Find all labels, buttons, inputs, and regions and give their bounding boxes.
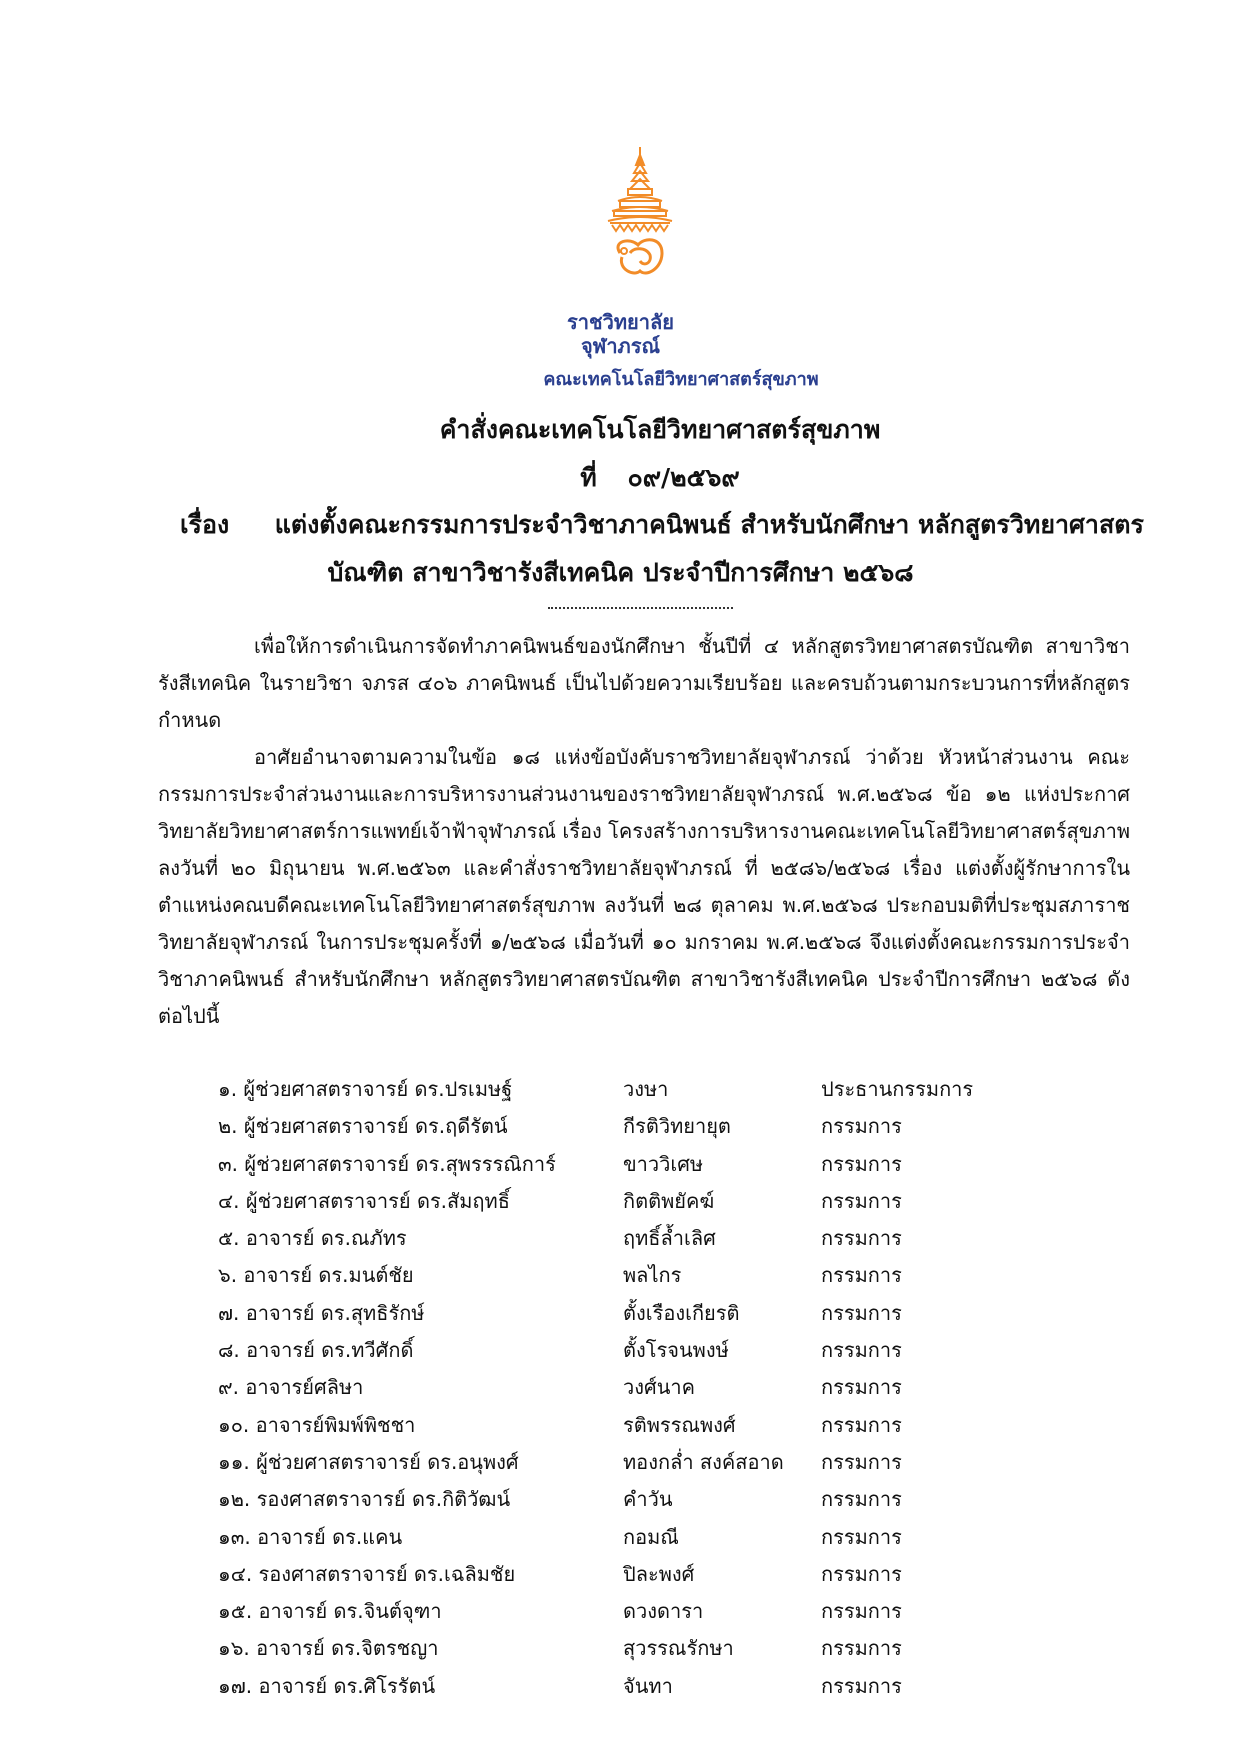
body-paragraph-purpose: เพื่อให้การดำเนินการจัดทำภาคนิพนธ์ของนักศึกษา ชั้นปีที่ ๔ หลักสูตรวิทยาศาสตรบัณฑิต สาขาวิชารังสีเทคนิค ในรายวิชา จภรส ๔๐๖ ภาคนิพนธ์ เป็นไปด้วยความเรียบร้อย และครบถ้วนตามกระบวนการที่หลักสูตรกำหนด [158,634,1130,732]
member-surname: พลไกร [623,1263,682,1288]
list-item [218,1595,1018,1632]
royal-crest-icon [590,145,690,295]
member-role: ประธานกรรมการ [821,1077,974,1101]
list-item [218,1259,1018,1296]
logo-faculty-name: คณะเทคโนโลยีวิทยาศาสตร์สุขภาพ [543,369,819,390]
list-item [218,1148,1018,1185]
member-name: ๔. ผู้ช่วยศาสตราจารย์ ดร.สัมฤทธิ์ [218,1188,510,1213]
member-surname: ดวงดารา [623,1599,704,1624]
member-surname: กอมณี [623,1524,679,1549]
member-name: ๑๑. ผู้ช่วยศาสตราจารย์ ดร.อนุพงศ์ [218,1449,519,1474]
member-name: ๑๖. อาจารย์ ดร.จิตรชญา [218,1636,439,1661]
list-item [218,1371,1018,1408]
body-paragraph-authority: อาศัยอำนาจตามความในข้อ ๑๘ แห่งข้อบังคับราชวิทยาลัยจุฬาภรณ์ ว่าด้วย หัวหน้าส่วนงาน คณะกรรมการประจำส่วนงานและการบริหารงานส่วนงานของราชวิทยาลัยจุฬาภรณ์ พ.ศ.๒๕๖๘ ข้อ ๑๒ แห่งประกาศวิทยาลัยวิทยาศาสตร์การแพทย์เจ้าฟ้าจุฬาภรณ์ เรื่อง โครงสร้างการบริหารงานคณะเทคโนโลยีวิทยาศาสตร์สุขภาพ ลงวันที่ ๒๐ มิถุนายน พ.ศ.๒๕๖๓ และคำสั่งราชวิทยาลัยจุฬาภรณ์ ที่ ๒๕๘๖/๒๕๖๘ เรื่อง แต่งตั้งผู้รักษาการในตำแหน่งคณบดีคณะเทคโนโลยีวิทยาศาสตร์สุขภาพ ลงวันที่ ๒๘ ตุลาคม พ.ศ.๒๕๖๘ ประกอบมติที่ประชุมสภาราชวิทยาลัยจุฬาภรณ์ ในการประชุมครั้งที่ ๑/๒๕๖๘ เมื่อวันที่ ๑๐ มกราคม พ.ศ.๒๕๖๘ จึงแต่งตั้งคณะกรรมการประจำวิชาภาคนิพนธ์ สำหรับนักศึกษา หลักสูตรวิทยาศาสตรบัณฑิต สาขาวิชารังสีเทคนิค ประจำปีการศึกษา ๒๕๖๘ ดังต่อไปนี้ [158,745,1131,1028]
member-role: กรรมการ [821,1300,902,1325]
order-title: คำสั่งคณะเทคโนโลยีวิทยาศาสตร์สุขภาพ [439,415,881,444]
subject-line1: แต่งตั้งคณะกรรมการประจำวิชาภาคนิพนธ์ สำหรับนักศึกษา หลักสูตรวิทยาศาสตร [274,510,1144,539]
member-name: ๘. อาจารย์ ดร.ทวีศักดิ์ [218,1338,414,1363]
member-surname: คำวัน [623,1487,673,1512]
member-name: ๑๓. อาจารย์ ดร.แคน [218,1524,403,1549]
member-name: ๗. อาจารย์ ดร.สุทธิรักษ์ [218,1300,425,1325]
member-surname: ขาววิเศษ [623,1151,704,1176]
list-item [218,1185,1018,1222]
member-name: ๑. ผู้ช่วยศาสตราจารย์ ดร.ปรเมษฐ์ [218,1077,513,1101]
member-name: ๖. อาจารย์ ดร.มนต์ชัย [218,1263,414,1288]
list-item [218,1670,1018,1707]
order-subject [180,505,1144,545]
list-item [218,1632,1018,1669]
member-role: กรรมการ [821,1524,902,1549]
member-role: กรรมการ [821,1673,902,1698]
list-item [218,1483,1018,1520]
list-item [218,1558,1018,1595]
member-surname: ฤทธิ์ล้ำเลิศ [623,1226,716,1251]
logo-org-line1: ราชวิทยาลัย [567,310,674,334]
member-name: ๑๗. อาจารย์ ดร.ศิโรรัตน์ [218,1673,436,1698]
member-role: กรรมการ [821,1151,902,1176]
member-surname: กิตติพยัคฆ์ [623,1188,715,1213]
member-name: ๒. ผู้ช่วยศาสตราจารย์ ดร.ฤดีรัตน์ [218,1114,508,1139]
list-item [218,1297,1018,1334]
member-surname: สุวรรณรักษา [623,1636,734,1661]
list-item [218,1409,1018,1446]
member-role: กรรมการ [821,1599,902,1624]
member-role: กรรมการ [821,1226,902,1251]
member-role: กรรมการ [821,1263,902,1288]
member-role: กรรมการ [821,1636,902,1661]
member-name: ๑๕. อาจารย์ ดร.จินต์จุฑา [218,1599,442,1624]
member-role: กรรมการ [821,1561,902,1586]
member-name: ๓. ผู้ช่วยศาสตราจารย์ ดร.สุพรรรณิการ์ [218,1151,556,1176]
member-surname: วงษา [623,1077,669,1101]
order-number-value: ๐๙/๒๕๖๙ [627,463,740,492]
member-surname: ตั้งโรจนพงษ์ [623,1338,729,1363]
member-role: กรรมการ [821,1449,902,1474]
member-role: กรรมการ [821,1487,902,1512]
list-item [218,1222,1018,1259]
dotted-divider [548,593,733,609]
member-role: กรรมการ [821,1114,902,1139]
list-item [218,1073,1018,1110]
member-surname: กีรติวิทยายุต [623,1114,731,1139]
member-surname: วงศ์นาค [623,1375,695,1400]
member-surname: ทองกล่ำ สงค์สอาด [623,1449,784,1474]
logo-org-line2: จุฬาภรณ์ [580,334,661,358]
member-name: ๑๒. รองศาสตราจารย์ ดร.กิติวัฒน์ [218,1487,511,1512]
list-item [218,1521,1018,1558]
member-role: กรรมการ [821,1188,902,1213]
member-name: ๕. อาจารย์ ดร.ณภัทร [218,1226,407,1251]
member-surname: รติพรรณพงศ์ [623,1412,736,1437]
member-role: กรรมการ [821,1338,902,1363]
list-item [218,1110,1018,1147]
order-number-label: ที่ [580,463,597,492]
committee-member-list [218,1073,1018,1707]
member-role: กรรมการ [821,1412,902,1437]
member-name: ๙. อาจารย์ศลิษา [218,1375,364,1400]
member-surname: ปิละพงศ์ [623,1561,695,1586]
subject-label: เรื่อง [180,510,230,539]
member-name: ๑๐. อาจารย์พิมพ์พิชชา [218,1412,416,1437]
member-surname: ตั้งเรืองเกียรติ [623,1300,740,1325]
list-item [218,1446,1018,1483]
list-item [218,1334,1018,1371]
member-surname: จันทา [623,1673,673,1698]
order-number [160,458,1160,498]
subject-line2: บัณฑิต สาขาวิชารังสีเทคนิค ประจำปีการศึกษา ๒๕๖๘ [327,558,914,587]
member-name: ๑๔. รองศาสตราจารย์ ดร.เฉลิมชัย [218,1561,516,1586]
member-role: กรรมการ [821,1375,902,1400]
